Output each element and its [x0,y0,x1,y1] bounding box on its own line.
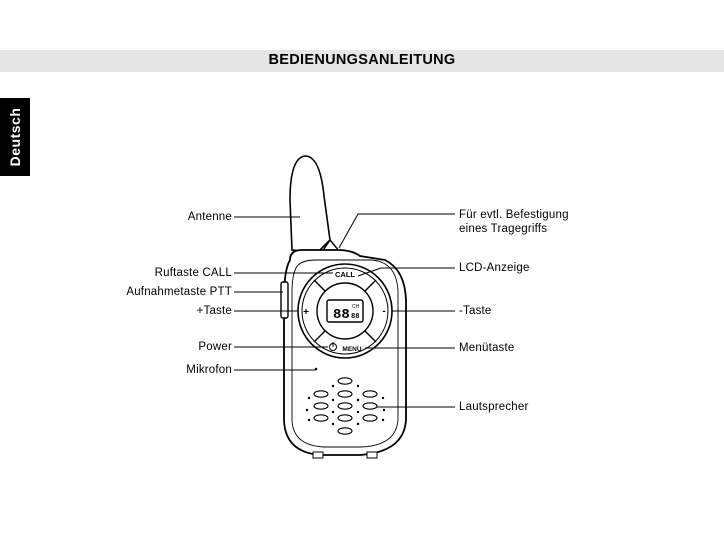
antenna-shape [290,156,330,252]
menu-button-text: MENU [342,346,362,353]
call-button-label: Ruftaste CALL [154,267,232,279]
minus-button-label: -Taste [459,305,492,317]
strap-label-line2: eines Tragegriffs [459,223,548,235]
lcd-display-label: LCD-Anzeige [459,262,530,274]
antenna-label: Antenne [187,211,232,223]
lcd-small-digits: 88 [351,313,360,321]
microphone-label: Mikrofon [186,364,232,376]
plus-symbol: + [303,307,309,318]
ptt-side-button [281,282,288,318]
power-button-label: Power [198,341,232,353]
speaker-label: Lautsprecher [459,401,529,413]
language-tab-label: Deutsch [7,107,23,167]
strap-label-line1: Für evtl. Befestigung [459,209,569,221]
menu-button-label: Menütaste [459,342,515,354]
lcd-digits: 88 [333,307,350,323]
minus-symbol: - [382,306,386,317]
page-title: BEDIENUNGSANLEITUNG [268,52,456,68]
ptt-button-label: Aufnahmetaste PTT [126,286,232,298]
call-button-text: CALL [335,270,355,279]
plus-button-label: +Taste [196,305,232,317]
lcd-small-label: CH [352,304,360,310]
